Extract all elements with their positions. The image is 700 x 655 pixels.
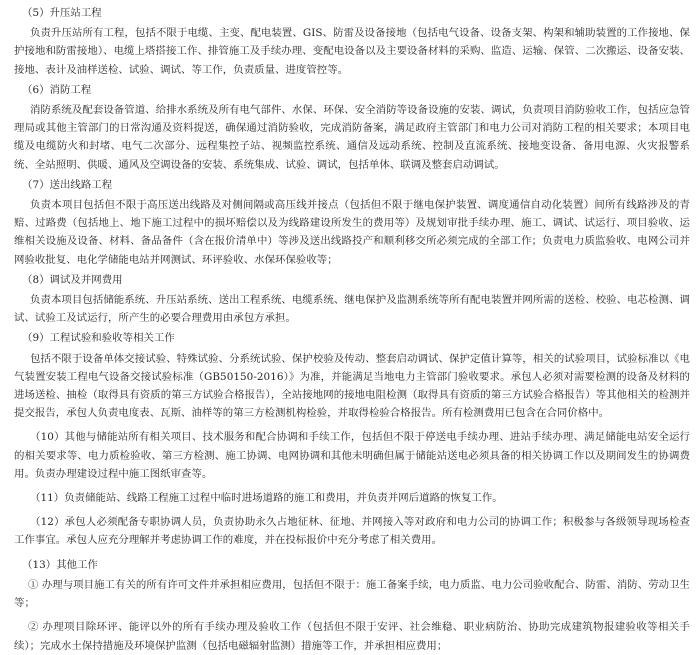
section-fire-protection: [14, 81, 690, 174]
section-heading: （7）送出线路工程: [22, 178, 113, 191]
section-body: 负责本项目包括但不限于高压送出线路及对侧间隔或高压线并接点（包括但不限于继电保护装置、调度通信自动化装置）间所有线路涉及的青赔、过路费（包括地上、地下施工过程中的损坏赔偿以及为线路建设所发生的费用等）及规划审批手续办理、施工、调试、试运行、项目验收、运维相关设施及设备、材料、备品备件（含在报价清单中）等涉及送出线路投产和顺利移交所必须完成的全部工作；负责电力质监验收、电网公司并网验收批复、电化学储能电站并网测试、环评验收、水保环保验收等；: [14, 199, 690, 266]
section-heading: （6）消防工程: [22, 83, 92, 96]
section-heading: （8）调试及并网费用: [22, 273, 123, 286]
numbered-paragraph-12: （12）承包人必须配备专职协调人员，负责协助永久占地征林、征地、并网接入等对政府和电力公司的协调工作；积极参与各级领导现场检查工作事宜。承包人应充分理解并考虑协调工作的难度，并在投标报价中充分考虑了相关费用。: [14, 516, 690, 547]
list-item: ② 办理项目除环评、能评以外的所有手续办理及验收工作（包括但不限于安评、社会维稳、职业病防治、协助完成建筑物报建验收等相关手续）；完成水土保持措施及环境保护监测（包括电磁辐射监测）措施等工作，并承担相应费用；: [14, 621, 690, 652]
section-testing-acceptance: [14, 329, 690, 422]
numbered-paragraph-11: （11）负责储能站、线路工程施工过程中临时进场道路的施工和费用，并负责并网后道路的恢复工作。: [30, 492, 503, 505]
section-other-work: [14, 556, 690, 655]
section-commissioning: [14, 271, 690, 328]
section-body: 负责升压站所有工程，包括不限于电缆、主变、配电装置、GIS、防雷及设备接地（包括电气设备、设备支架、构架和辅助装置的工作接地、保护接地和防雷接地）、电缆上塔搭接工作、排管施工及手续办理、变配电设备以及主要设备材料的采购、监造、运输、保管、二次搬运、设备安装、接地、表计及油样送检、试验、调试、等工作，负责质量、进度管控等。: [14, 27, 690, 76]
section-heading: （9）工程试验和验收等相关工作: [22, 332, 175, 345]
section-body: 包括不限于设备单体交接试验、特殊试验、分系统试验、保护校验及传动、整套启动调试、保护定值计算等，相关的试验项目，试验标准以《电气装置安装工程电气设备交接试验标准（GB50150-2016）》为准，并能满足当地电力主管部门验收要求。承包人必须对需要检测的设备及材料的进场送检、抽检（取得具有资质的第三方试验合格报告），全站接地网的接地电阻检测（取得具有资质的第三方试验合格报告）等其他相关的检测并提交报告，承包人负责电度表、瓦斯、油样等的第三方检测机构检验，并取得检验合格报告。所有检测费用已包含在合同价格中。: [14, 352, 690, 420]
section-body: 消防系统及配套设备管道、给排水系统及所有电气部件、水保、环保、安全消防等设备设施的安装、调试，负责项目消防验收工作，包括应急管理局或其他主管部门的日常沟通及资料提送，确保通过消防验收，完成消防备案，满足政府主管部门和电力公司对消防工程的相关要求；本项目电缆及电缆防火和封堵、电气二次部分、远程集控子站、视频监控系统、通信及远动系统、控制及直流系统、接地变设备、备用电源、火灾报警系统、全站照明、供暖、通风及空调设备的安装、系统集成、试验、调试，包括单体、联调及整套启动调试。: [14, 104, 690, 171]
list-item: ① 办理与项目施工有关的所有许可文件并承担相应费用，包括但不限于：施工备案手续，电力质监、电力公司验收配合、防雷、消防、劳动卫生等；: [14, 578, 690, 610]
section-transmission-line: [14, 176, 690, 269]
section-body: 负责本项目包括储能系统、升压站系统、送出工程系统、电缆系统、继电保护及监测系统等所有配电装置并网所需的送检、校验、电芯检测、调试、试验工及试运行，所产生的必要合理费用由承包方承担。: [14, 294, 690, 325]
section-heading: （5）升压站工程: [22, 7, 102, 19]
section-heading: （13）其他工作: [22, 558, 98, 571]
section-substation: [14, 4, 690, 79]
numbered-paragraph-10: （10）其他与储能站所有相关项目、技术服务和配合协调和手续工作，包括但不限于停送电手续办理、进站手续办理、满足储能电站安全运行的相关要求等、电力质检验收、第三方检测、施工协调、电网协调和其他未明确但属于储能站送电必须具备的相关协调工作以及期间发生的协调费用。负责办理建设过程中施工图纸审查等。: [14, 431, 690, 480]
